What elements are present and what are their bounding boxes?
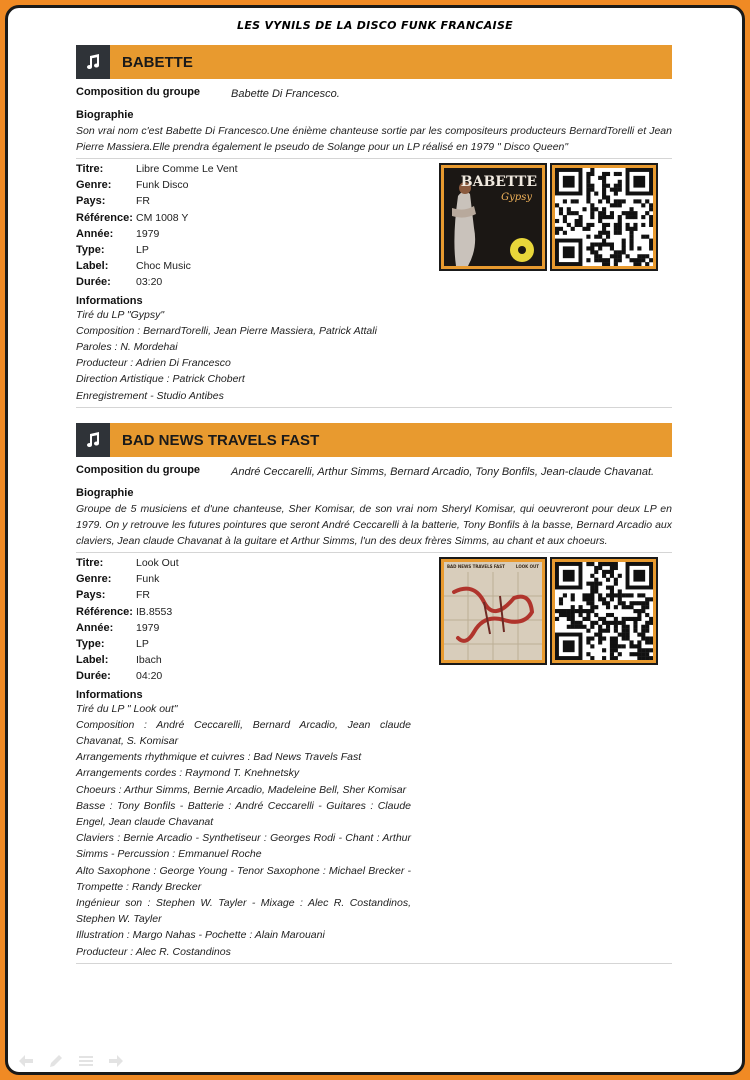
pen-icon[interactable]	[48, 1054, 64, 1068]
field-genre: Genre: Funk	[76, 573, 160, 586]
info-line: Enregistrement - Studio Antibes	[76, 389, 224, 402]
artist-name: BAD NEWS TRAVELS FAST	[122, 431, 320, 449]
pays-value: FR	[136, 195, 150, 208]
record-details	[76, 555, 672, 964]
info-line: Basse : Tony Bonfils - Batterie : André Ceccarelli - Guitares : Claude Engel, Jean claude Chavanat	[76, 799, 411, 828]
info-line: Claviers : Bernie Arcadio - Synthetiseur : Georges Rodi - Chant : Arthur Simms - Percussion : Emmanuel Roche	[76, 832, 411, 861]
info-line: Composition : André Ceccarelli, Bernard Arcadio, Jean claude Chavanat, S. Komisar	[76, 718, 411, 747]
divider	[76, 963, 672, 964]
reference-value: IB.8553	[136, 605, 173, 618]
field-reference: Référence: CM 1008 Y	[76, 211, 189, 224]
qr-code-image	[555, 562, 653, 660]
qr-code[interactable]	[555, 168, 653, 266]
pays-value: FR	[136, 589, 150, 602]
cover-band-text: BABETTE	[460, 174, 537, 190]
menu-icon[interactable]	[78, 1054, 94, 1068]
divider	[76, 158, 672, 159]
album-cover-babette[interactable]	[444, 168, 542, 266]
biography-label: Biographie	[76, 109, 134, 121]
record-details	[76, 161, 672, 408]
document-title: LES VYNILS DE LA DISCO FUNK FRANCAISE	[237, 19, 513, 32]
annee-value: 1979	[136, 621, 160, 634]
field-reference: Référence: IB.8553	[76, 605, 173, 618]
media-group	[439, 163, 658, 271]
divider	[76, 407, 672, 408]
duree-value: 03:20	[136, 276, 163, 289]
document-page	[5, 5, 745, 1075]
field-label: Label: Ibach	[76, 654, 162, 667]
informations-label: Informations	[76, 688, 143, 701]
info-line: Ingénieur son : Stephen W. Tayler - Mixage : Alec R. Costandinos, Stephen W. Tayler	[76, 896, 411, 926]
biography-text: Groupe de 5 musiciens et d'une chanteuse, Sher Komisar, de son vrai nom Sheryl Komisar, qui oeuvreront pour deux LP en 1979. On y retrouve les futures pointures que seront André Ceccarelli à la batterie, Tony Bonfils à la basse, Bernard Arcadio aux claviers, Jean claude Chavanat à la guitare et Arthur Simms, l'un des deux frères Simms, au chant et aux choeurs.	[76, 503, 672, 547]
info-line: Alto Saxophone : George Young - Tenor Saxophone : Michael Brecker - Trompette : Randy Brecker	[76, 864, 411, 893]
cover-band-text: BAD NEWS TRAVELS FAST	[447, 564, 505, 569]
info-line: Tiré du LP " Look out"	[76, 702, 178, 715]
field-titre: Titre: Libre Comme Le Vent	[76, 163, 238, 176]
label-value: Choc Music	[136, 260, 191, 273]
informations-label: Informations	[76, 294, 143, 307]
field-pays: Pays: FR	[76, 589, 150, 602]
composition-value: Babette Di Francesco.	[231, 88, 340, 100]
media-group	[439, 557, 658, 665]
info-line: Composition : BernardTorelli, Jean Pierre Massiera, Patrick Attali	[76, 324, 377, 337]
info-line: Choeurs : Arthur Simms, Bernie Arcadio, Madeleine Bell, Sher Komisar	[76, 783, 407, 796]
composition-value: André Ceccarelli, Arthur Simms, Bernard Arcadio, Tony Bonfils, Jean-claude Chavanat.	[231, 466, 655, 478]
album-cover-frame[interactable]	[439, 557, 547, 665]
info-line: Tiré du LP "Gypsy"	[76, 308, 165, 321]
composition-row	[76, 86, 672, 103]
section-header	[76, 45, 672, 79]
reference-value: CM 1008 Y	[136, 211, 189, 224]
qr-code-frame[interactable]	[550, 163, 658, 271]
field-label: Label: Choc Music	[76, 260, 191, 273]
composition-label: Composition du groupe	[76, 86, 201, 98]
info-line: Arrangements cordes : Raymond T. Knehnetsky	[76, 767, 300, 780]
type-value: LP	[136, 244, 149, 257]
album-cover-look-out[interactable]	[444, 562, 542, 660]
field-pays: Pays: FR	[76, 195, 150, 208]
type-value: LP	[136, 638, 149, 651]
cover-album-text: Gypsy	[501, 192, 532, 203]
music-note-icon	[76, 423, 110, 457]
biography-text: Son vrai nom c'est Babette Di Francesco.Une énième chanteuse sortie par les compositeurs producteurs BernardTorelli et Jean Pierre Massiera.Elle prendra également le pseudo de Solange pour un LP réalisé en 1979 " Disco Queen"	[76, 125, 672, 153]
info-line: Paroles : N. Mordehai	[76, 340, 178, 353]
genre-value: Funk Disco	[136, 179, 189, 192]
annee-value: 1979	[136, 227, 160, 240]
biography-label: Biographie	[76, 487, 134, 499]
composition-row	[76, 464, 672, 481]
album-cover-frame[interactable]	[439, 163, 547, 271]
back-arrow-icon[interactable]	[18, 1054, 34, 1068]
info-line: Direction Artistique : Patrick Chobert	[76, 373, 245, 386]
info-line: Producteur : Alec R. Costandinos	[76, 945, 231, 958]
qr-code[interactable]	[555, 562, 653, 660]
music-note-icon	[76, 45, 110, 79]
composition-label: Composition du groupe	[76, 464, 201, 476]
label-value: Ibach	[136, 654, 162, 667]
qr-code-image	[555, 168, 653, 266]
field-annee: Année: 1979	[76, 227, 160, 240]
titre-value: Libre Comme Le Vent	[136, 163, 238, 176]
field-titre: Titre: Look Out	[76, 557, 179, 570]
field-type: Type: LP	[76, 638, 149, 651]
cover-album-text: LOOK OUT	[515, 564, 539, 569]
duree-value: 04:20	[136, 670, 163, 683]
artist-section-bad-news-travels-fast	[76, 423, 672, 964]
genre-value: Funk	[136, 573, 160, 586]
artist-name: BABETTE	[122, 53, 193, 71]
field-type: Type: LP	[76, 244, 149, 257]
divider	[76, 552, 672, 553]
field-genre: Genre: Funk Disco	[76, 179, 189, 192]
titre-value: Look Out	[136, 557, 179, 570]
section-header	[76, 423, 672, 457]
qr-code-frame[interactable]	[550, 557, 658, 665]
artist-section-babette	[76, 45, 672, 408]
viewer-toolbar	[18, 1054, 124, 1068]
forward-arrow-icon[interactable]	[108, 1054, 124, 1068]
info-line: Producteur : Adrien Di Francesco	[76, 357, 231, 370]
field-duree: Durée: 03:20	[76, 276, 163, 289]
field-annee: Année: 1979	[76, 621, 160, 634]
info-line: Arrangements rhythmique et cuivres : Bad News Travels Fast	[76, 751, 362, 764]
info-line: Illustration : Margo Nahas - Pochette : Alain Marouani	[76, 929, 325, 942]
field-duree: Durée: 04:20	[76, 670, 163, 683]
